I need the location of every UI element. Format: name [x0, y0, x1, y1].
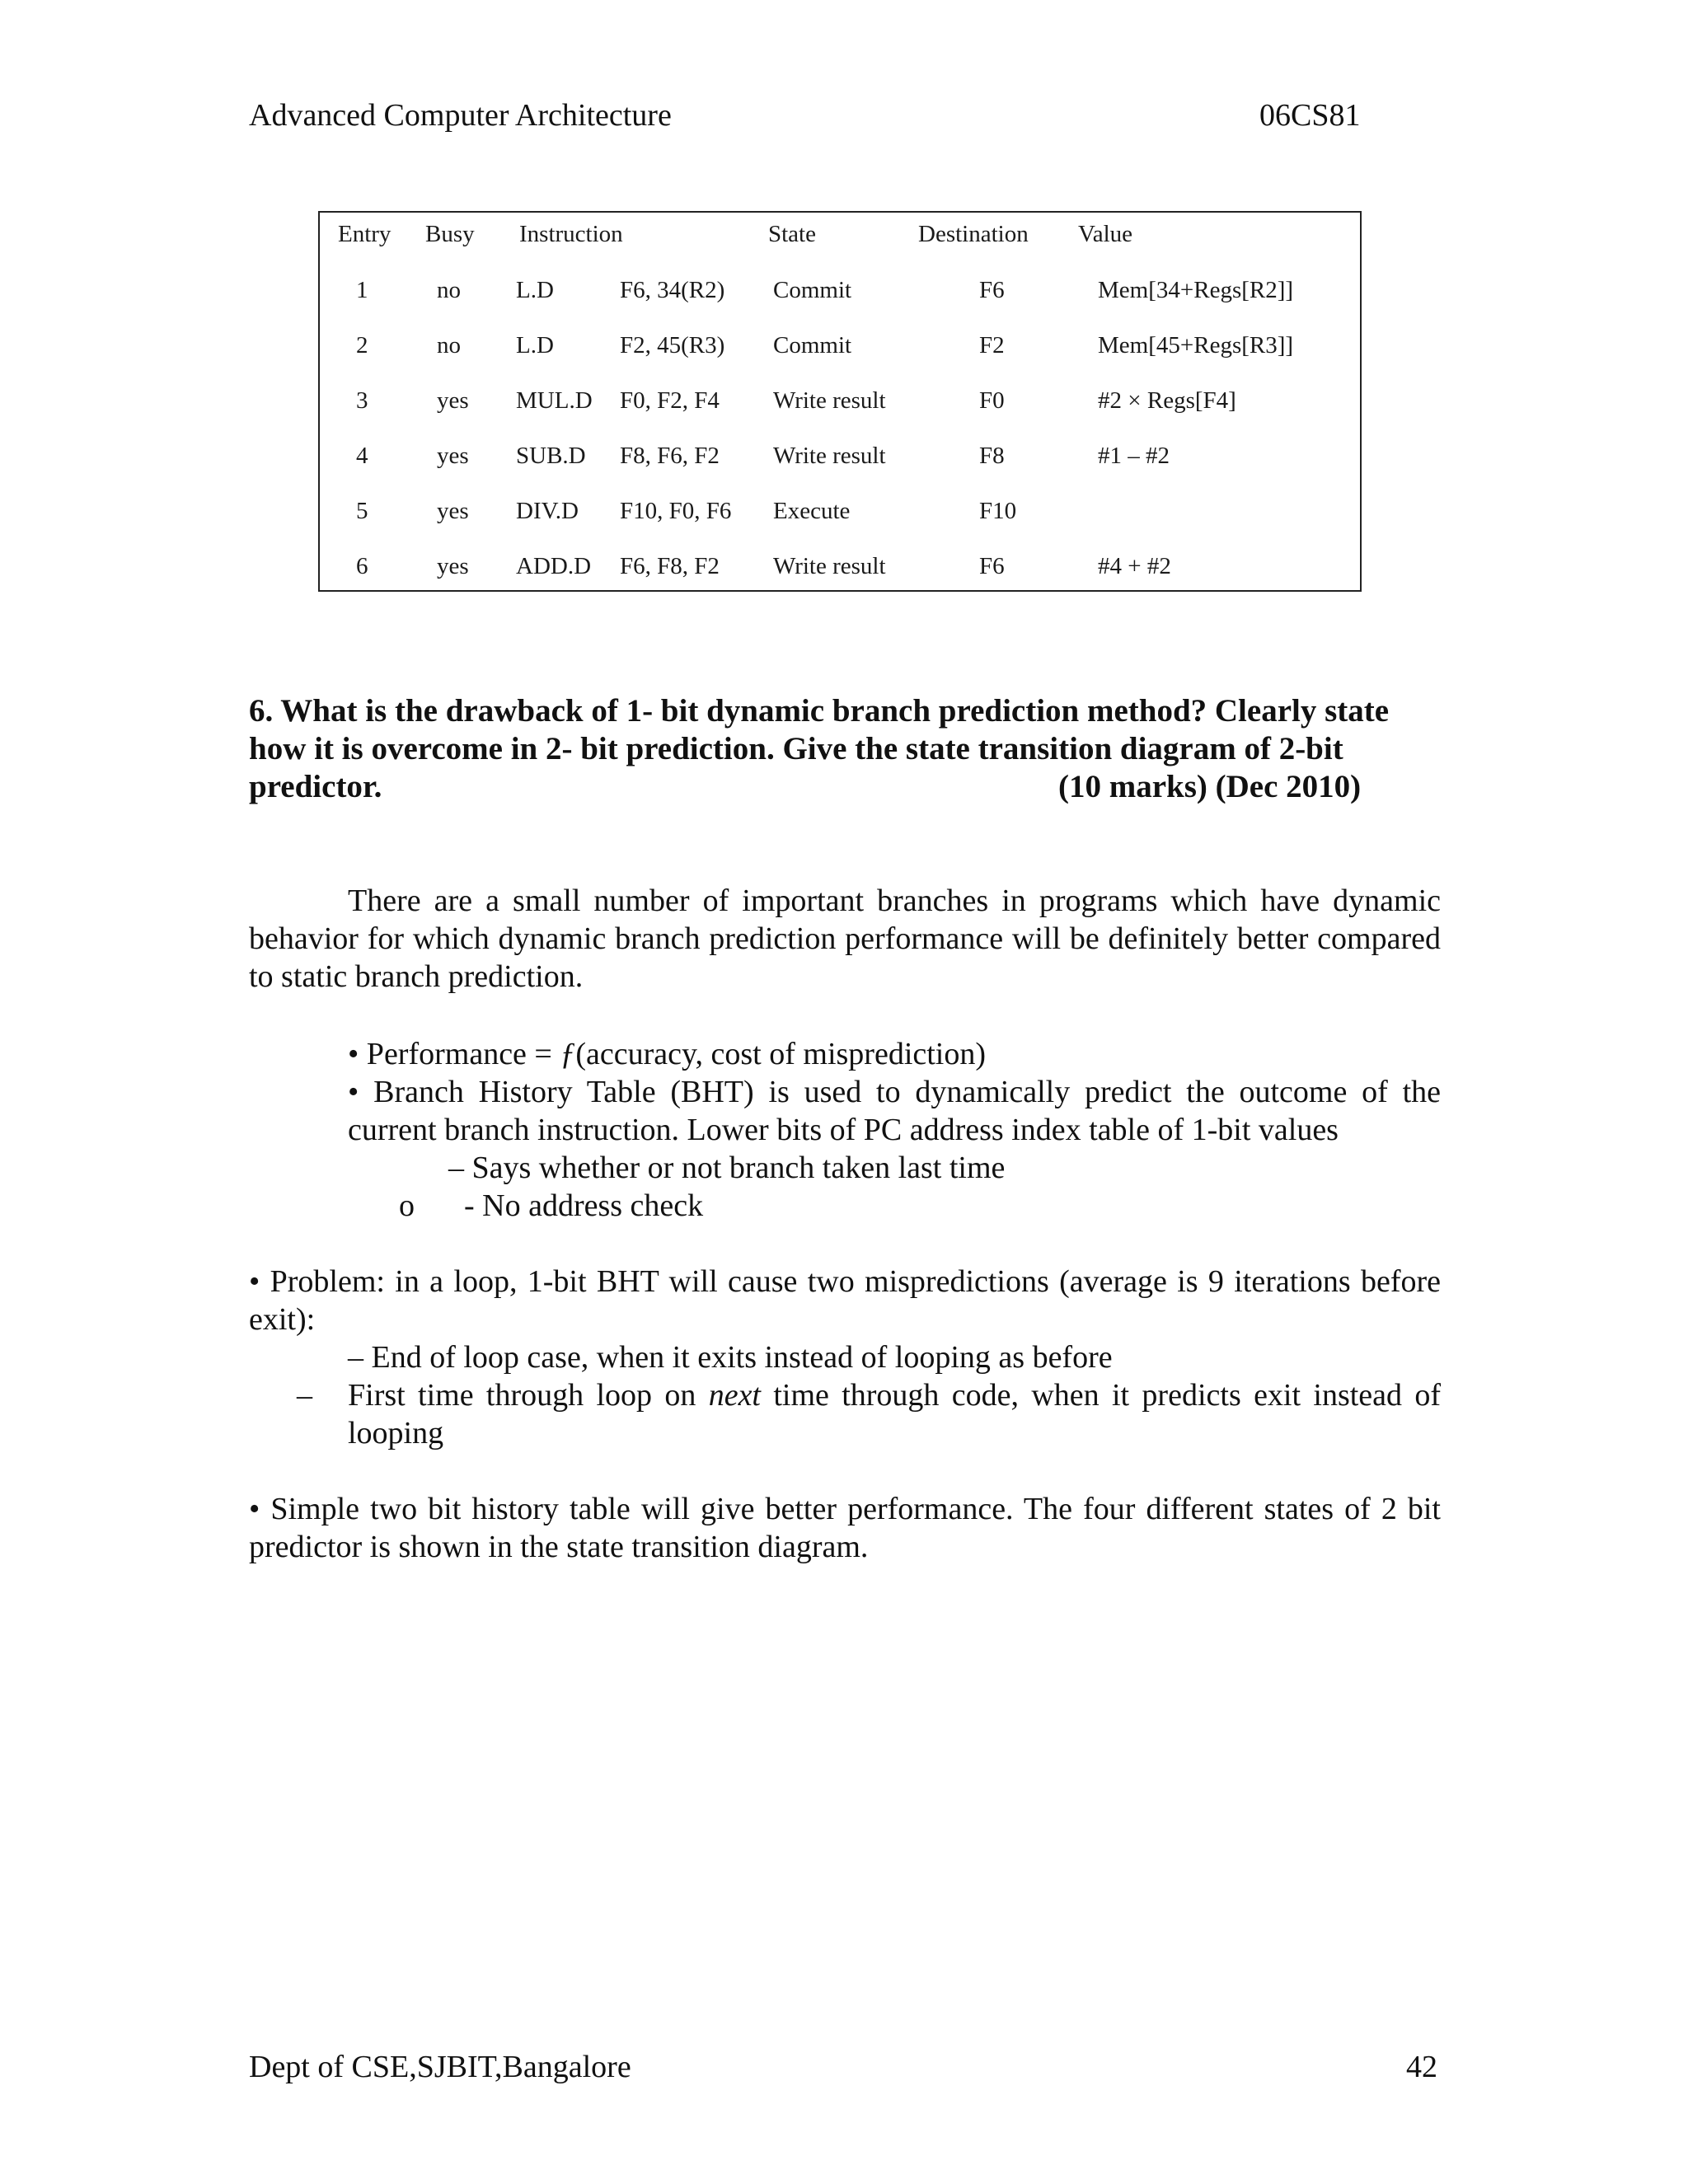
sub-bullet-says: – Says whether or not branch taken last time — [448, 1151, 1006, 1185]
table-cell-value: #4 + #2 — [1098, 553, 1171, 579]
table-cell-busy: yes — [437, 553, 469, 579]
table-header-cell: Entry — [338, 221, 392, 247]
bullet-problem: • Problem: in a loop, 1-bit BHT will cause two mispredictions (average is 9 iterations before exit): — [249, 1264, 1441, 1337]
table-cell-op: MUL.D — [516, 387, 593, 414]
table-cell-dest: F2 — [979, 332, 1005, 359]
performance-function-symbol: ƒ — [560, 1037, 576, 1071]
table-cell-state: Commit — [773, 277, 852, 303]
bullet-bht: • Branch History Table (BHT) is used to dynamically predict the outcome of the current branch instruction. Lower bits of PC address index table of 1-bit values — [348, 1075, 1441, 1147]
table-cell-entry: 1 — [356, 277, 368, 303]
o-bullet-marker: o — [399, 1188, 415, 1223]
reorder-buffer-table — [318, 211, 1362, 592]
table-cell-entry: 5 — [356, 498, 368, 524]
table-cell-operands: F2, 45(R3) — [620, 332, 725, 359]
sub-bullet-first-time — [348, 1376, 1441, 1452]
first-time-pre: First time through loop on — [348, 1378, 709, 1413]
table-header-cell: Busy — [425, 221, 475, 247]
question-heading — [249, 692, 1436, 806]
table-cell-entry: 3 — [356, 387, 368, 414]
table-cell-op: L.D — [516, 277, 554, 303]
table-header-cell: Destination — [918, 221, 1029, 247]
table-cell-operands: F6, F8, F2 — [620, 553, 720, 579]
question-line-2: how it is overcome in 2- bit prediction. Give the state transition diagram of 2-bit — [249, 731, 1343, 766]
table-cell-dest: F8 — [979, 443, 1005, 469]
table-cell-state: Commit — [773, 332, 852, 359]
table-cell-entry: 6 — [356, 553, 368, 579]
table-cell-operands: F6, 34(R2) — [620, 277, 725, 303]
table-cell-dest: F10 — [979, 498, 1017, 524]
bullet-performance — [348, 1035, 986, 1073]
footer-department: Dept of CSE,SJBIT,Bangalore — [249, 2050, 631, 2084]
table-cell-busy: no — [437, 332, 461, 359]
header-title: Advanced Computer Architecture — [249, 98, 672, 133]
intro-paragraph — [249, 882, 1441, 996]
table-cell-busy: yes — [437, 443, 469, 469]
question-line-1: 6. What is the drawback of 1- bit dynamic branch prediction method? Clearly state — [249, 693, 1390, 729]
table-cell-state: Execute — [773, 498, 851, 524]
table-cell-operands: F8, F6, F2 — [620, 443, 720, 469]
table-cell-operands: F10, F0, F6 — [620, 498, 732, 524]
table-cell-op: ADD.D — [516, 553, 592, 579]
table-cell-dest: F6 — [979, 553, 1005, 579]
table-cell-value: #1 – #2 — [1098, 443, 1170, 469]
table-cell-state: Write result — [773, 443, 886, 469]
question-line-3 — [249, 768, 1436, 806]
first-time-emphasis: next — [708, 1378, 761, 1413]
table-cell-value: Mem[34+Regs[R2]] — [1098, 277, 1294, 303]
table-cell-operands: F0, F2, F4 — [620, 387, 720, 414]
intro-text: There are a small number of important branches in programs which have dynamic behavior for which dynamic branch prediction performance will be definitely better compared to static branch prediction. — [249, 883, 1441, 994]
header-course-code: 06CS81 — [1259, 98, 1361, 133]
table-cell-op: DIV.D — [516, 498, 579, 524]
performance-rest: (accuracy, cost of misprediction) — [575, 1037, 987, 1071]
table-cell-state: Write result — [773, 553, 886, 579]
table-cell-op: SUB.D — [516, 443, 586, 469]
table-header-cell: State — [768, 221, 816, 247]
bullet-simple-two-bit: • Simple two bit history table will give better performance. The four different states of 2 bit predictor is shown in the state transition diagram. — [249, 1492, 1441, 1564]
sub-bullet-end-loop: – End of loop case, when it exits instead of looping as before — [348, 1340, 1113, 1375]
table-cell-busy: no — [437, 277, 461, 303]
table-cell-dest: F6 — [979, 277, 1005, 303]
table-header-cell: Instruction — [519, 221, 623, 247]
sub-bullet-address-check: - No address check — [464, 1188, 704, 1223]
table-cell-op: L.D — [516, 332, 554, 359]
question-line-3-text: predictor. — [249, 769, 382, 804]
table-cell-value: #2 × Regs[F4] — [1098, 387, 1236, 414]
first-time-post: time through code, when it predicts exit instead of looping — [348, 1378, 1442, 1451]
performance-prefix: • Performance = — [348, 1037, 560, 1071]
table-cell-entry: 2 — [356, 332, 368, 359]
question-marks: (10 marks) (Dec 2010) — [1058, 769, 1362, 804]
table-cell-busy: yes — [437, 498, 469, 524]
table-cell-entry: 4 — [356, 443, 368, 469]
table-cell-state: Write result — [773, 387, 886, 414]
table-cell-value: Mem[45+Regs[R3]] — [1098, 332, 1294, 359]
dash-bullet-marker: – — [297, 1378, 312, 1413]
table-header-cell: Value — [1078, 221, 1133, 247]
table-cell-busy: yes — [437, 387, 469, 414]
table-cell-dest: F0 — [979, 387, 1005, 414]
footer-page-number: 42 — [1406, 2050, 1437, 2084]
